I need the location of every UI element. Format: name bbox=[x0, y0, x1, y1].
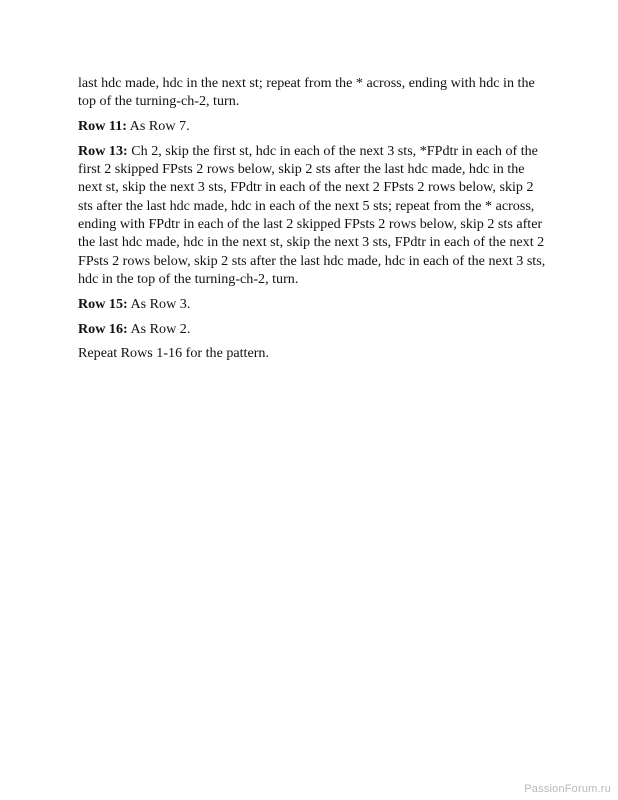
document-body bbox=[78, 74, 548, 369]
row-15-label: Row 15: bbox=[78, 295, 128, 312]
row-11-label: Row 11: bbox=[78, 118, 127, 135]
row-11-text: As Row 7. bbox=[126, 118, 190, 135]
row-11-paragraph bbox=[78, 117, 548, 135]
row-13-text: Ch 2, skip the first st, hdc in each of the next 3 sts, *FPdtr in each of the first 2 skipped FPsts 2 rows below, skip 2 sts after the last hdc made, hdc in the next st, skip the next 3 sts, FPdtr in each of the next 2 FPsts 2 rows below, skip 2 sts after the last hdc made, hdc in each of the next 5 sts; repeat from the * across, ending with FPdtr in each of the last 2 skipped FPsts 2 rows below, skip 2 sts after the last hdc made, hdc in the next st, skip the next 3 sts, FPdtr in each of the next 2 FPsts 2 rows below, skip 2 sts after the last hdc made, hdc in each of the next 3 sts, hdc in the top of the turning-ch-2, turn. bbox=[78, 142, 546, 287]
row-15-text: As Row 3. bbox=[127, 295, 191, 312]
watermark: PassionForum.ru bbox=[524, 783, 611, 795]
row-15-paragraph bbox=[78, 295, 548, 313]
closing-paragraph: Repeat Rows 1-16 for the pattern. bbox=[78, 345, 269, 362]
row-13-label: Row 13: bbox=[78, 142, 128, 159]
row-16-label: Row 16: bbox=[78, 320, 128, 337]
continuation-paragraph: last hdc made, hdc in the next st; repeat from the * across, ending with hdc in the top of the turning-ch-2, turn. bbox=[78, 75, 535, 110]
row-16-text: As Row 2. bbox=[127, 320, 191, 337]
row-13-paragraph bbox=[78, 142, 548, 288]
row-16-paragraph bbox=[78, 320, 548, 338]
